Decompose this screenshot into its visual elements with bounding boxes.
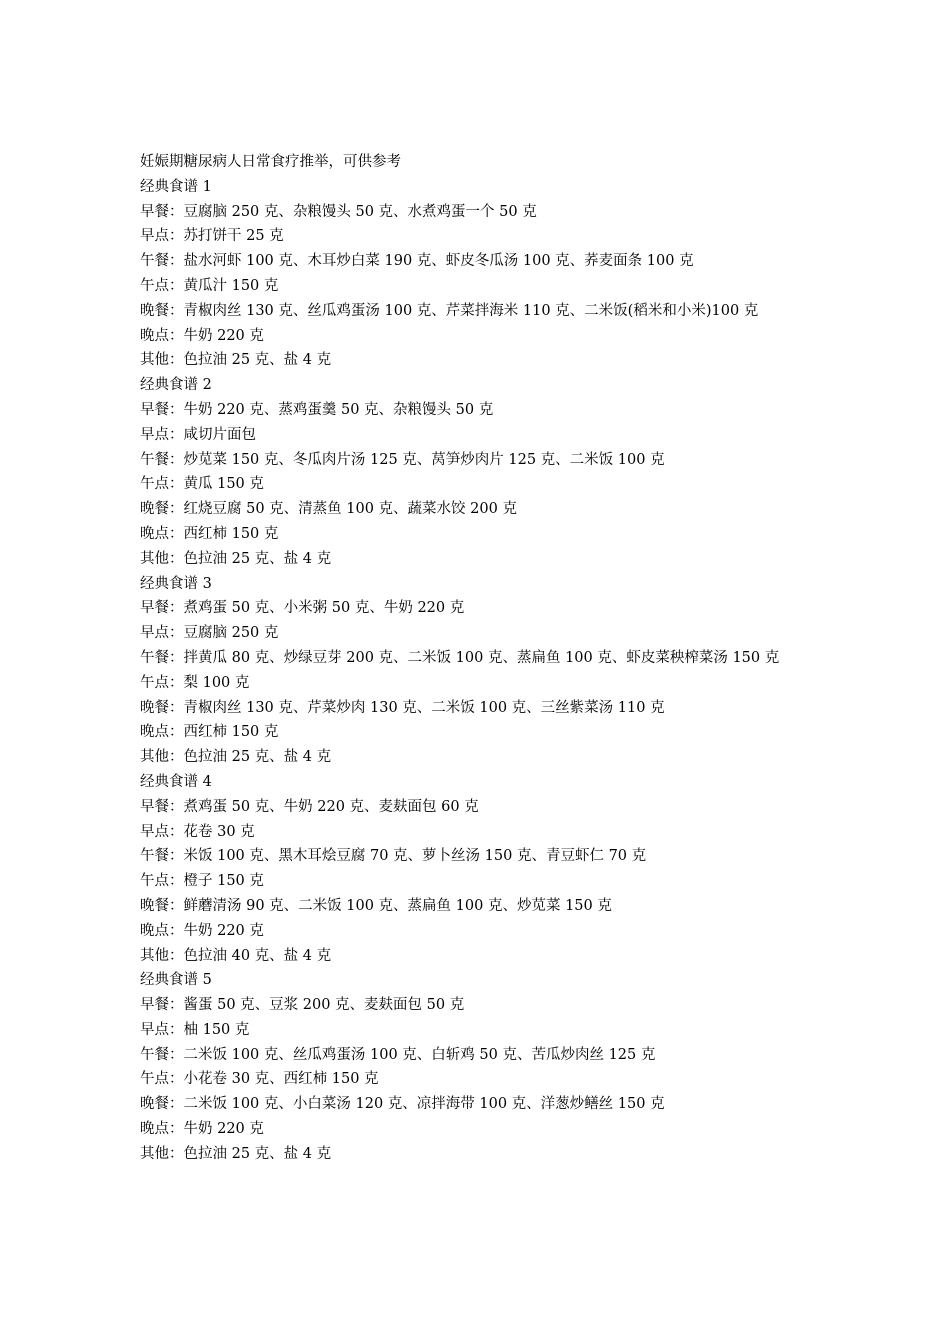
meal-morning-snack: 早点：豆腐脑 250 克 xyxy=(140,625,279,642)
meal-other: 其他：色拉油 25 克、盐 4 克 xyxy=(140,550,332,567)
recipe-section-2 xyxy=(140,373,820,571)
meal-afternoon-snack: 午点：小花卷 30 克、西红柿 150 克 xyxy=(140,1071,379,1088)
meal-evening-snack: 晚点：牛奶 220 克 xyxy=(140,1121,264,1138)
meal-afternoon-snack: 午点：黄瓜 150 克 xyxy=(140,476,264,493)
meal-evening-snack: 晚点：牛奶 220 克 xyxy=(140,922,264,939)
meal-morning-snack: 早点：咸切片面包 xyxy=(140,426,256,443)
meal-dinner: 晚餐：二米饭 100 克、小白菜汤 120 克、凉拌海带 100 克、洋葱炒鳝丝 150 克 xyxy=(140,1096,665,1113)
meal-lunch: 午餐：二米饭 100 克、丝瓜鸡蛋汤 100 克、白斩鸡 50 克、苦瓜炒肉丝 125 克 xyxy=(140,1046,656,1063)
meal-lunch: 午餐：盐水河虾 100 克、木耳炒白菜 190 克、虾皮冬瓜汤 100 克、荞麦面条 100 克 xyxy=(140,253,694,270)
meal-evening-snack: 晚点：牛奶 220 克 xyxy=(140,327,264,344)
meal-evening-snack: 晚点：西红柿 150 克 xyxy=(140,724,279,741)
meal-morning-snack: 早点：花卷 30 克 xyxy=(140,823,255,840)
meal-lunch: 午餐：拌黄瓜 80 克、炒绿豆芽 200 克、二米饭 100 克、蒸扁鱼 100 克、虾皮菜秧榨菜汤 150 克 xyxy=(140,649,780,666)
meal-evening-snack: 晚点：西红柿 150 克 xyxy=(140,525,279,542)
meal-afternoon-snack: 午点：梨 100 克 xyxy=(140,674,250,691)
meal-dinner: 晚餐：红烧豆腐 50 克、清蒸鱼 100 克、蔬菜水饺 200 克 xyxy=(140,501,517,518)
meal-breakfast: 早餐：豆腐脑 250 克、杂粮馒头 50 克、水煮鸡蛋一个 50 克 xyxy=(140,203,537,220)
recipe-heading: 经典食谱 4 xyxy=(140,773,212,790)
meal-morning-snack: 早点：柚 150 克 xyxy=(140,1021,250,1038)
recipe-section-1 xyxy=(140,175,820,373)
recipe-heading: 经典食谱 1 xyxy=(140,178,212,195)
recipe-heading: 经典食谱 5 xyxy=(140,972,212,989)
meal-lunch: 午餐：炒苋菜 150 克、冬瓜肉片汤 125 克、莴笋炒肉片 125 克、二米饭 100 克 xyxy=(140,451,665,468)
meal-dinner: 晚餐：青椒肉丝 130 克、丝瓜鸡蛋汤 100 克、芹菜拌海米 110 克、二米饭(稻米和小米)100 克 xyxy=(140,302,759,319)
meal-breakfast: 早餐：煮鸡蛋 50 克、小米粥 50 克、牛奶 220 克 xyxy=(140,600,465,617)
recipe-section-3 xyxy=(140,572,820,770)
recipe-section-5 xyxy=(140,968,820,1166)
meal-breakfast: 早餐：牛奶 220 克、蒸鸡蛋羹 50 克、杂粮馒头 50 克 xyxy=(140,401,494,418)
recipe-section-4 xyxy=(140,770,820,968)
meal-breakfast: 早餐：煮鸡蛋 50 克、牛奶 220 克、麦麸面包 60 克 xyxy=(140,798,479,815)
meal-morning-snack: 早点：苏打饼干 25 克 xyxy=(140,228,284,245)
meal-other: 其他：色拉油 25 克、盐 4 克 xyxy=(140,352,332,369)
meal-other: 其他：色拉油 25 克、盐 4 克 xyxy=(140,749,332,766)
meal-afternoon-snack: 午点：黄瓜汁 150 克 xyxy=(140,277,279,294)
document-body xyxy=(140,150,820,1167)
document-title: 妊娠期糖尿病人日常食疗推举，可供参考 xyxy=(140,154,401,170)
meal-dinner: 晚餐：青椒肉丝 130 克、芹菜炒肉 130 克、二米饭 100 克、三丝紫菜汤 110 克 xyxy=(140,699,665,716)
meal-afternoon-snack: 午点：橙子 150 克 xyxy=(140,873,264,890)
meal-other: 其他：色拉油 40 克、盐 4 克 xyxy=(140,947,332,964)
meal-other: 其他：色拉油 25 克、盐 4 克 xyxy=(140,1145,332,1162)
meal-lunch: 午餐：米饭 100 克、黑木耳烩豆腐 70 克、萝卜丝汤 150 克、青豆虾仁 70 克 xyxy=(140,848,647,865)
recipe-heading: 经典食谱 2 xyxy=(140,377,212,394)
meal-breakfast: 早餐：酱蛋 50 克、豆浆 200 克、麦麸面包 50 克 xyxy=(140,997,465,1014)
meal-dinner: 晚餐：鲜蘑清汤 90 克、二米饭 100 克、蒸扁鱼 100 克、炒苋菜 150 克 xyxy=(140,897,612,914)
recipe-heading: 经典食谱 3 xyxy=(140,575,212,592)
